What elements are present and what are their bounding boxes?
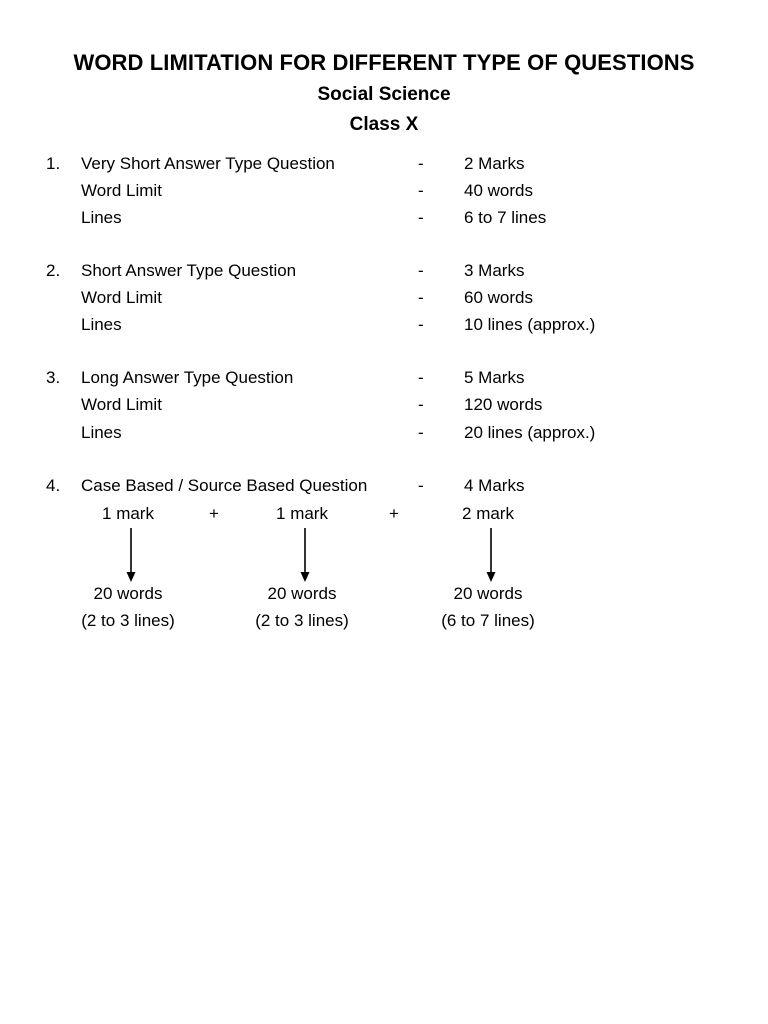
down-arrow-icon — [299, 528, 311, 582]
question-marks: 2 Marks — [464, 154, 525, 173]
question-marks: 5 Marks — [464, 368, 525, 387]
question-number: 3. — [46, 368, 61, 387]
question-marks: 4 Marks — [464, 476, 525, 495]
question-type: Short Answer Type Question — [81, 261, 297, 280]
down-arrow-icon — [125, 528, 137, 582]
separator-dash: - — [418, 261, 424, 280]
part-1-words: 20 words — [93, 584, 163, 603]
part-2-mark: 1 mark — [276, 504, 328, 523]
class-heading: Class X — [349, 114, 419, 135]
separator-dash: - — [418, 288, 424, 307]
word-limit-label: Word Limit — [81, 395, 162, 414]
word-limit-value: 120 words — [464, 395, 543, 414]
separator-dash: - — [418, 395, 424, 414]
separator-dash: - — [418, 154, 424, 173]
lines-label: Lines — [81, 423, 122, 442]
plus-sign: + — [389, 504, 399, 523]
part-2-lines: (2 to 3 lines) — [255, 611, 349, 630]
question-marks: 3 Marks — [464, 261, 525, 280]
lines-value: 20 lines (approx.) — [464, 423, 596, 442]
separator-dash: - — [418, 315, 424, 334]
part-3-lines: (6 to 7 lines) — [441, 611, 535, 630]
part-3-mark: 2 mark — [462, 504, 514, 523]
separator-dash: - — [418, 476, 424, 495]
question-2-row — [0, 259, 768, 283]
lines-label: Lines — [81, 315, 122, 334]
down-arrow-icon — [485, 528, 497, 582]
word-limit-label: Word Limit — [81, 288, 162, 307]
part-1-mark: 1 mark — [102, 504, 154, 523]
separator-dash: - — [418, 368, 424, 387]
question-1-word-limit-row — [0, 179, 768, 203]
question-number: 1. — [46, 154, 61, 173]
part-3-words: 20 words — [453, 584, 523, 603]
question-1-row — [0, 152, 768, 176]
document-title: WORD LIMITATION FOR DIFFERENT TYPE OF QUESTIONS — [73, 50, 695, 75]
question-3-word-limit-row — [0, 393, 768, 417]
question-3-lines-row — [0, 421, 768, 445]
question-3-row — [0, 366, 768, 390]
lines-value: 10 lines (approx.) — [464, 315, 596, 334]
plus-sign: + — [209, 504, 219, 523]
part-1-lines: (2 to 3 lines) — [81, 611, 175, 630]
lines-label: Lines — [81, 208, 122, 227]
separator-dash: - — [418, 208, 424, 227]
subject-heading: Social Science — [317, 84, 451, 105]
question-1-lines-row — [0, 206, 768, 230]
question-2-word-limit-row — [0, 286, 768, 310]
separator-dash: - — [418, 423, 424, 442]
question-type: Case Based / Source Based Question — [81, 476, 368, 495]
question-2-lines-row — [0, 313, 768, 337]
word-limit-label: Word Limit — [81, 181, 162, 200]
separator-dash: - — [418, 181, 424, 200]
question-number: 2. — [46, 261, 61, 280]
question-type: Very Short Answer Type Question — [81, 154, 335, 173]
question-4-row — [0, 474, 768, 498]
part-2-words: 20 words — [267, 584, 337, 603]
question-number: 4. — [46, 476, 61, 495]
lines-value: 6 to 7 lines — [464, 208, 547, 227]
word-limit-value: 60 words — [464, 288, 533, 307]
question-type: Long Answer Type Question — [81, 368, 294, 387]
word-limit-value: 40 words — [464, 181, 533, 200]
